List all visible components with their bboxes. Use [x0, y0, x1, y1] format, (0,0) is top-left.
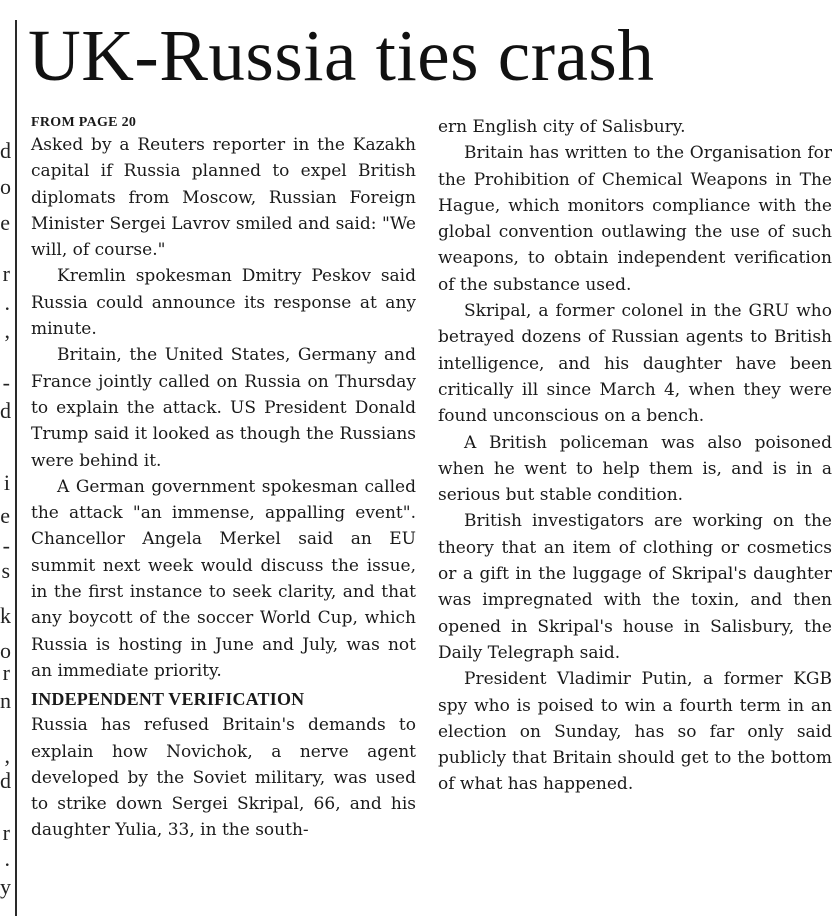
- paragraph-continuation: ern English city of Salisbury.: [438, 117, 686, 137]
- fragment-char: o: [0, 174, 11, 199]
- headline: UK-Russia ties crash: [28, 15, 655, 96]
- paragraph: Britain has written to the Organisation for the Prohibition of Chemical Weapons in The Hague, which monitors compliance with the global convention outlawing the use of such weapons, to obtain independent verification of the substance used.: [438, 143, 832, 295]
- fragment-char: i: [3, 470, 10, 495]
- paragraph: A British policeman was also poisoned when he went to help them is, and is in a serious but stable condition.: [438, 432, 832, 506]
- article-column-right: [438, 114, 832, 798]
- paragraph: Britain, the United States, Germany and France jointly called on Russia on Thursday to explain the attack. US President Donald Trump said it looked as though the Russians were behind it.: [31, 345, 416, 471]
- fragment-char: k: [0, 603, 11, 628]
- fragment-char: -: [2, 370, 10, 395]
- paragraph: Russia has refused Britain's demands to explain how Novichok, a nerve agent developed by the Soviet military, was used to strike down Sergei Skripal, 66, and his daughter Yulia, 33, in the south-: [31, 715, 416, 841]
- fragment-char: .: [4, 846, 10, 871]
- paragraph: A German government spokesman called the attack "an immense, appalling event". Chancellor Angela Merkel said an EU summit next week would discuss the issue, in the first instance to seek clarity, and that any boycott of the soccer World Cup, which Russia is hosting in June and July, was not an immediate priority.: [31, 476, 416, 681]
- fragment-char: e: [0, 503, 10, 528]
- fragment-char: r: [2, 820, 10, 845]
- paragraph: Skripal, a former colonel in the GRU who betrayed dozens of Russian agents to British intelligence, and his daughter have been critically ill since March 4, when they were found unconscious on a bench.: [438, 301, 832, 427]
- fragment-char: ,: [4, 318, 10, 343]
- fragment-char: o: [0, 638, 11, 663]
- subheading: INDEPENDENT VERIFICATION: [31, 689, 305, 710]
- fragment-char: .: [4, 290, 10, 315]
- column-rule: [15, 20, 17, 916]
- fragment-char: n: [0, 688, 11, 713]
- fragment-char: e: [0, 210, 10, 235]
- fragment-char: d: [0, 138, 11, 163]
- fragment-char: r: [2, 261, 10, 286]
- fragment-char: d: [0, 398, 11, 423]
- fragment-char: d: [0, 768, 11, 793]
- paragraph: British investigators are working on the theory that an item of clothing or cosmetics or a gift in the luggage of Skripal's daughter was impregnated with the toxin, and then opened in Skripal's house in Salisbury, the Daily Telegraph said.: [438, 511, 832, 663]
- fragment-char: y: [0, 874, 11, 899]
- paragraph: President Vladimir Putin, a former KGB spy who is poised to win a fourth term in an election on Sunday, has so far only said publicly that Britain should get to the bottom of what has happened.: [438, 669, 832, 795]
- dateline: FROM PAGE 20: [31, 115, 137, 130]
- paragraph: Asked by a Reuters reporter in the Kazakh capital if Russia planned to expel British diplomats from Moscow, Russian Foreign Minister Sergei Lavrov smiled and said: "We will, of course.": [31, 135, 416, 261]
- adjacent-column-fragment: [0, 0, 14, 916]
- fragment-char: r: [2, 660, 10, 685]
- paragraph: Kremlin spokesman Dmitry Peskov said Russia could announce its response at any minute.: [31, 266, 416, 340]
- article-column-left: [31, 114, 416, 844]
- fragment-char: ,: [4, 743, 10, 768]
- fragment-char: -: [2, 533, 10, 558]
- fragment-char: s: [1, 558, 10, 583]
